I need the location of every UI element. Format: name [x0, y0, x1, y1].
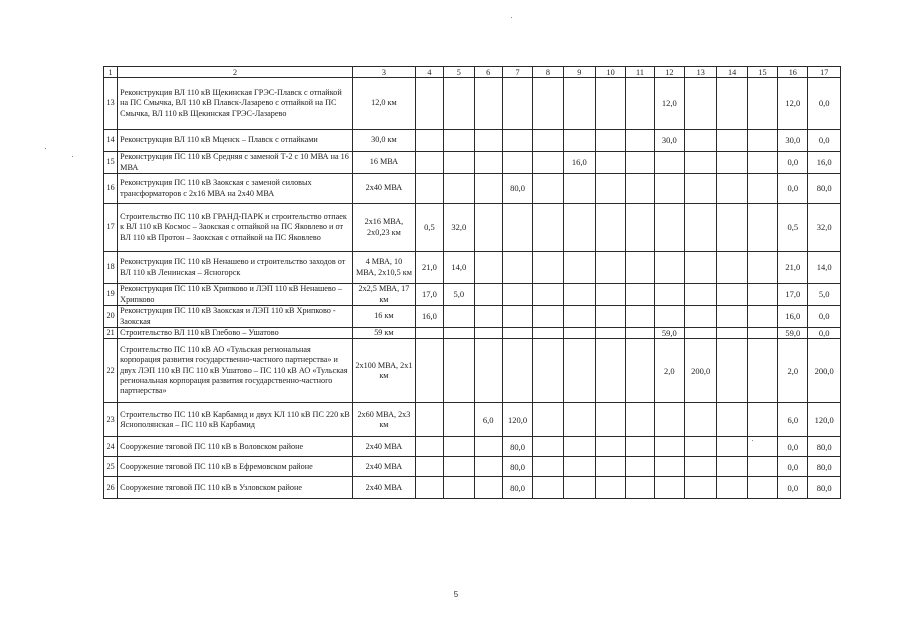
value-cell: 32,0 [444, 204, 474, 252]
value-cell [654, 152, 684, 174]
value-cell [502, 284, 532, 306]
value-cell: 2,0 [778, 339, 808, 403]
table-row [104, 457, 841, 477]
value-cell: 21,0 [778, 252, 808, 284]
capacity-cell: 2х40 МВА [353, 174, 416, 204]
row-number-cell: 16 [104, 174, 118, 204]
value-cell [717, 252, 747, 284]
table-row [104, 252, 841, 284]
value-cell [717, 152, 747, 174]
capacity-cell: 2х40 МВА [353, 437, 416, 457]
value-cell [415, 328, 443, 339]
value-cell [415, 457, 443, 477]
value-cell [444, 130, 474, 152]
value-cell [502, 78, 532, 130]
value-cell [563, 204, 595, 252]
value-cell: 80,0 [502, 477, 532, 499]
value-cell: 6,0 [474, 403, 502, 437]
value-cell [747, 174, 777, 204]
value-cell [747, 339, 777, 403]
value-cell: 5,0 [808, 284, 841, 306]
value-cell [415, 403, 443, 437]
value-cell [626, 284, 654, 306]
value-cell [626, 130, 654, 152]
value-cell [474, 457, 502, 477]
value-cell [654, 174, 684, 204]
value-cell [717, 130, 747, 152]
value-cell [626, 306, 654, 328]
value-cell: 0,0 [778, 457, 808, 477]
row-number-cell: 26 [104, 477, 118, 499]
value-cell [717, 403, 747, 437]
value-cell [474, 204, 502, 252]
value-cell: 6,0 [778, 403, 808, 437]
value-cell: 5,0 [444, 284, 474, 306]
project-name-cell: Строительство ВЛ 110 кВ Глебово – Ушатово [118, 328, 353, 339]
page-number: 5 [453, 590, 459, 599]
project-name-cell: Реконструкция ВЛ 110 кВ Щекинская ГРЭС-Плавск с отпайкой на ПС Смычка, ВЛ 110 кВ Плавск-Лазарево с отпайкой на ПС Смычка, ВЛ 110 кВ Щекинская ГРЭС-Лазарево [118, 78, 353, 130]
table-row [104, 306, 841, 328]
value-cell: 80,0 [808, 457, 841, 477]
project-name-cell: Реконструкция ПС 110 кВ Ненашево и строительство заходов от ВЛ 110 кВ Ленинская – Ясногорск [118, 252, 353, 284]
value-cell [685, 174, 717, 204]
row-number-cell: 20 [104, 306, 118, 328]
value-cell [474, 328, 502, 339]
row-number-cell: 14 [104, 130, 118, 152]
column-header: 5 [444, 67, 474, 78]
column-header: 17 [808, 67, 841, 78]
value-cell: 120,0 [808, 403, 841, 437]
value-cell [747, 477, 777, 499]
value-cell [444, 477, 474, 499]
value-cell [563, 437, 595, 457]
value-cell [747, 284, 777, 306]
row-number-cell: 23 [104, 403, 118, 437]
value-cell [533, 152, 563, 174]
value-cell [415, 174, 443, 204]
project-name-cell: Сооружение тяговой ПС 110 кВ в Воловском районе [118, 437, 353, 457]
row-number-cell: 18 [104, 252, 118, 284]
project-name-cell: Строительство ПС 110 кВ ГРАНД-ПАРК и строительство отпаек к ВЛ 110 кВ Космос – Заокская с отпайкой на ПС Яковлево и от ВЛ 110 кВ Протон – Заокская с отпайкой на ПС Яковлево [118, 204, 353, 252]
value-cell [595, 437, 625, 457]
value-cell [533, 457, 563, 477]
value-cell [626, 204, 654, 252]
value-cell [502, 252, 532, 284]
value-cell: 0,5 [778, 204, 808, 252]
value-cell: 0,0 [778, 477, 808, 499]
row-number-cell: 25 [104, 457, 118, 477]
value-cell [563, 477, 595, 499]
value-cell [685, 437, 717, 457]
value-cell: 0,0 [808, 78, 841, 130]
value-cell [717, 328, 747, 339]
value-cell [685, 457, 717, 477]
value-cell: 0,5 [415, 204, 443, 252]
value-cell [717, 339, 747, 403]
value-cell [717, 437, 747, 457]
capacity-cell: 4 МВА, 10 МВА, 2х10,5 км [353, 252, 416, 284]
value-cell [685, 78, 717, 130]
value-cell [654, 477, 684, 499]
row-number-cell: 15 [104, 152, 118, 174]
value-cell: 17,0 [778, 284, 808, 306]
project-name-cell: Реконструкция ПС 110 кВ Заокская и ЛЭП 110 кВ Хрипково - Заокская [118, 306, 353, 328]
value-cell [563, 284, 595, 306]
capacity-cell: 2х2,5 МВА, 17 км [353, 284, 416, 306]
table-row [104, 284, 841, 306]
value-cell [626, 477, 654, 499]
document-sheet [103, 66, 841, 499]
project-name-cell: Реконструкция ПС 110 кВ Заокская с заменой силовых трансформаторов с 2х16 МВА на 2х40 МВА [118, 174, 353, 204]
value-cell [626, 174, 654, 204]
value-cell [415, 339, 443, 403]
value-cell [747, 306, 777, 328]
column-header: 2 [118, 67, 353, 78]
value-cell: 80,0 [808, 477, 841, 499]
value-cell [595, 457, 625, 477]
value-cell [595, 204, 625, 252]
value-cell [685, 204, 717, 252]
value-cell: 16,0 [808, 152, 841, 174]
table-row [104, 78, 841, 130]
value-cell [595, 78, 625, 130]
value-cell [685, 403, 717, 437]
value-cell [474, 174, 502, 204]
row-number-cell: 24 [104, 437, 118, 457]
table-row [104, 152, 841, 174]
value-cell [685, 284, 717, 306]
capacity-cell: 2х100 МВА, 2х1 км [353, 339, 416, 403]
value-cell [474, 339, 502, 403]
value-cell [595, 403, 625, 437]
value-cell [474, 306, 502, 328]
table-row [104, 204, 841, 252]
value-cell [654, 204, 684, 252]
value-cell [474, 130, 502, 152]
header-row [104, 67, 841, 78]
scan-speck [72, 156, 73, 157]
value-cell: 30,0 [654, 130, 684, 152]
value-cell: 14,0 [808, 252, 841, 284]
value-cell: 30,0 [778, 130, 808, 152]
value-cell [502, 204, 532, 252]
value-cell [685, 130, 717, 152]
row-number-cell: 17 [104, 204, 118, 252]
value-cell [595, 284, 625, 306]
value-cell [717, 477, 747, 499]
value-cell [563, 457, 595, 477]
value-cell: 16,0 [563, 152, 595, 174]
value-cell [717, 306, 747, 328]
scan-speck [511, 17, 512, 18]
value-cell [685, 477, 717, 499]
value-cell [685, 152, 717, 174]
table-row [104, 477, 841, 499]
value-cell [444, 403, 474, 437]
value-cell [717, 174, 747, 204]
value-cell [654, 403, 684, 437]
table-row [104, 328, 841, 339]
column-header: 9 [563, 67, 595, 78]
column-header: 13 [685, 67, 717, 78]
value-cell [654, 306, 684, 328]
value-cell [717, 457, 747, 477]
value-cell: 59,0 [778, 328, 808, 339]
value-cell: 21,0 [415, 252, 443, 284]
value-cell [717, 204, 747, 252]
value-cell [685, 252, 717, 284]
value-cell [595, 252, 625, 284]
value-cell [685, 306, 717, 328]
value-cell [444, 328, 474, 339]
row-number-cell: 13 [104, 78, 118, 130]
value-cell [474, 78, 502, 130]
value-cell [747, 328, 777, 339]
project-name-cell: Реконструкция ВЛ 110 кВ Мценск – Плавск с отпайками [118, 130, 353, 152]
value-cell [502, 339, 532, 403]
value-cell [654, 252, 684, 284]
value-cell [563, 339, 595, 403]
capacity-cell: 2х40 МВА [353, 457, 416, 477]
row-number-cell: 21 [104, 328, 118, 339]
value-cell [747, 130, 777, 152]
value-cell [474, 252, 502, 284]
value-cell: 80,0 [808, 437, 841, 457]
value-cell [533, 130, 563, 152]
project-name-cell: Реконструкция ПС 110 кВ Средняя с заменой Т-2 с 10 МВА на 16 МВА [118, 152, 353, 174]
capacity-cell: 16 МВА [353, 152, 416, 174]
value-cell [563, 403, 595, 437]
value-cell: 17,0 [415, 284, 443, 306]
value-cell: 12,0 [778, 78, 808, 130]
value-cell: 200,0 [808, 339, 841, 403]
project-name-cell: Строительство ПС 110 кВ АО «Тульская региональная корпорация развития государственно-частного партнерства» и двух ЛЭП 110 кВ ПС 110 кВ Ушатово – ПС 110 кВ АО «Тульская региональная корпорация развития государственно-частного партнерства» [118, 339, 353, 403]
value-cell [474, 477, 502, 499]
value-cell [595, 306, 625, 328]
value-cell [563, 306, 595, 328]
value-cell [747, 204, 777, 252]
value-cell [654, 457, 684, 477]
project-name-cell: Сооружение тяговой ПС 110 кВ в Узловском районе [118, 477, 353, 499]
value-cell: 80,0 [502, 457, 532, 477]
project-name-cell: Реконструкция ПС 110 кВ Хрипково и ЛЭП 110 кВ Ненашево – Хрипково [118, 284, 353, 306]
column-header: 6 [474, 67, 502, 78]
value-cell [685, 328, 717, 339]
value-cell [717, 284, 747, 306]
capacity-cell: 2х60 МВА, 2х3 км [353, 403, 416, 437]
table-row [104, 174, 841, 204]
value-cell: 80,0 [808, 174, 841, 204]
value-cell [444, 174, 474, 204]
value-cell [533, 252, 563, 284]
value-cell [533, 78, 563, 130]
value-cell: 200,0 [685, 339, 717, 403]
value-cell [595, 477, 625, 499]
value-cell: 0,0 [778, 174, 808, 204]
value-cell [444, 339, 474, 403]
value-cell [595, 328, 625, 339]
value-cell [563, 252, 595, 284]
project-name-cell: Сооружение тяговой ПС 110 кВ в Ефремовском районе [118, 457, 353, 477]
value-cell [563, 174, 595, 204]
value-cell: 0,0 [808, 306, 841, 328]
value-cell [502, 306, 532, 328]
value-cell [595, 339, 625, 403]
value-cell [502, 130, 532, 152]
table-body [104, 67, 841, 499]
row-number-cell: 22 [104, 339, 118, 403]
column-header: 10 [595, 67, 625, 78]
value-cell [533, 174, 563, 204]
value-cell [533, 437, 563, 457]
column-header: 4 [415, 67, 443, 78]
value-cell [415, 152, 443, 174]
row-number-cell: 19 [104, 284, 118, 306]
column-header: 1 [104, 67, 118, 78]
scan-speck [752, 440, 753, 441]
value-cell [747, 252, 777, 284]
value-cell [626, 78, 654, 130]
value-cell [595, 130, 625, 152]
column-header: 14 [717, 67, 747, 78]
value-cell [654, 437, 684, 457]
value-cell [595, 174, 625, 204]
value-cell [533, 328, 563, 339]
value-cell [444, 457, 474, 477]
value-cell: 32,0 [808, 204, 841, 252]
value-cell [626, 328, 654, 339]
value-cell [415, 78, 443, 130]
value-cell [626, 437, 654, 457]
value-cell [563, 328, 595, 339]
column-header: 3 [353, 67, 416, 78]
column-header: 7 [502, 67, 532, 78]
value-cell: 16,0 [415, 306, 443, 328]
value-cell [654, 284, 684, 306]
column-header: 8 [533, 67, 563, 78]
value-cell [747, 457, 777, 477]
column-header: 12 [654, 67, 684, 78]
value-cell [474, 437, 502, 457]
column-header: 11 [626, 67, 654, 78]
capacity-cell: 2х40 МВА [353, 477, 416, 499]
value-cell: 120,0 [502, 403, 532, 437]
value-cell [474, 284, 502, 306]
capacity-cell: 30,0 км [353, 130, 416, 152]
value-cell: 80,0 [502, 174, 532, 204]
value-cell [626, 457, 654, 477]
value-cell: 16,0 [778, 306, 808, 328]
value-cell: 14,0 [444, 252, 474, 284]
capacity-cell: 12,0 км [353, 78, 416, 130]
value-cell: 80,0 [502, 437, 532, 457]
value-cell [502, 328, 532, 339]
table-row [104, 437, 841, 457]
capacity-cell: 16 км [353, 306, 416, 328]
value-cell: 0,0 [778, 152, 808, 174]
table-row [104, 130, 841, 152]
value-cell [533, 306, 563, 328]
value-cell [502, 152, 532, 174]
column-header: 16 [778, 67, 808, 78]
capacity-cell: 2х16 МВА, 2х0,23 км [353, 204, 416, 252]
investment-program-table [103, 66, 841, 499]
value-cell [717, 78, 747, 130]
value-cell [595, 152, 625, 174]
value-cell [415, 477, 443, 499]
value-cell [533, 339, 563, 403]
value-cell [415, 437, 443, 457]
table-row [104, 403, 841, 437]
value-cell [533, 284, 563, 306]
project-name-cell: Строительство ПС 110 кВ Карбамид и двух КЛ 110 кВ ПС 220 кВ Яснополянская – ПС 110 кВ Карбамид [118, 403, 353, 437]
value-cell: 12,0 [654, 78, 684, 130]
value-cell [533, 403, 563, 437]
capacity-cell: 59 км [353, 328, 416, 339]
value-cell [533, 477, 563, 499]
value-cell [444, 78, 474, 130]
value-cell: 59,0 [654, 328, 684, 339]
value-cell [533, 204, 563, 252]
value-cell [626, 252, 654, 284]
value-cell [563, 130, 595, 152]
column-header: 15 [747, 67, 777, 78]
value-cell: 0,0 [808, 130, 841, 152]
value-cell [747, 78, 777, 130]
value-cell [747, 403, 777, 437]
value-cell: 0,0 [778, 437, 808, 457]
value-cell [626, 339, 654, 403]
value-cell: 0,0 [808, 328, 841, 339]
value-cell [626, 152, 654, 174]
table-row [104, 339, 841, 403]
value-cell [626, 403, 654, 437]
value-cell [747, 152, 777, 174]
value-cell [563, 78, 595, 130]
value-cell [444, 437, 474, 457]
scan-speck [45, 148, 46, 149]
value-cell [444, 306, 474, 328]
value-cell: 2,0 [654, 339, 684, 403]
value-cell [444, 152, 474, 174]
value-cell [474, 152, 502, 174]
value-cell [415, 130, 443, 152]
